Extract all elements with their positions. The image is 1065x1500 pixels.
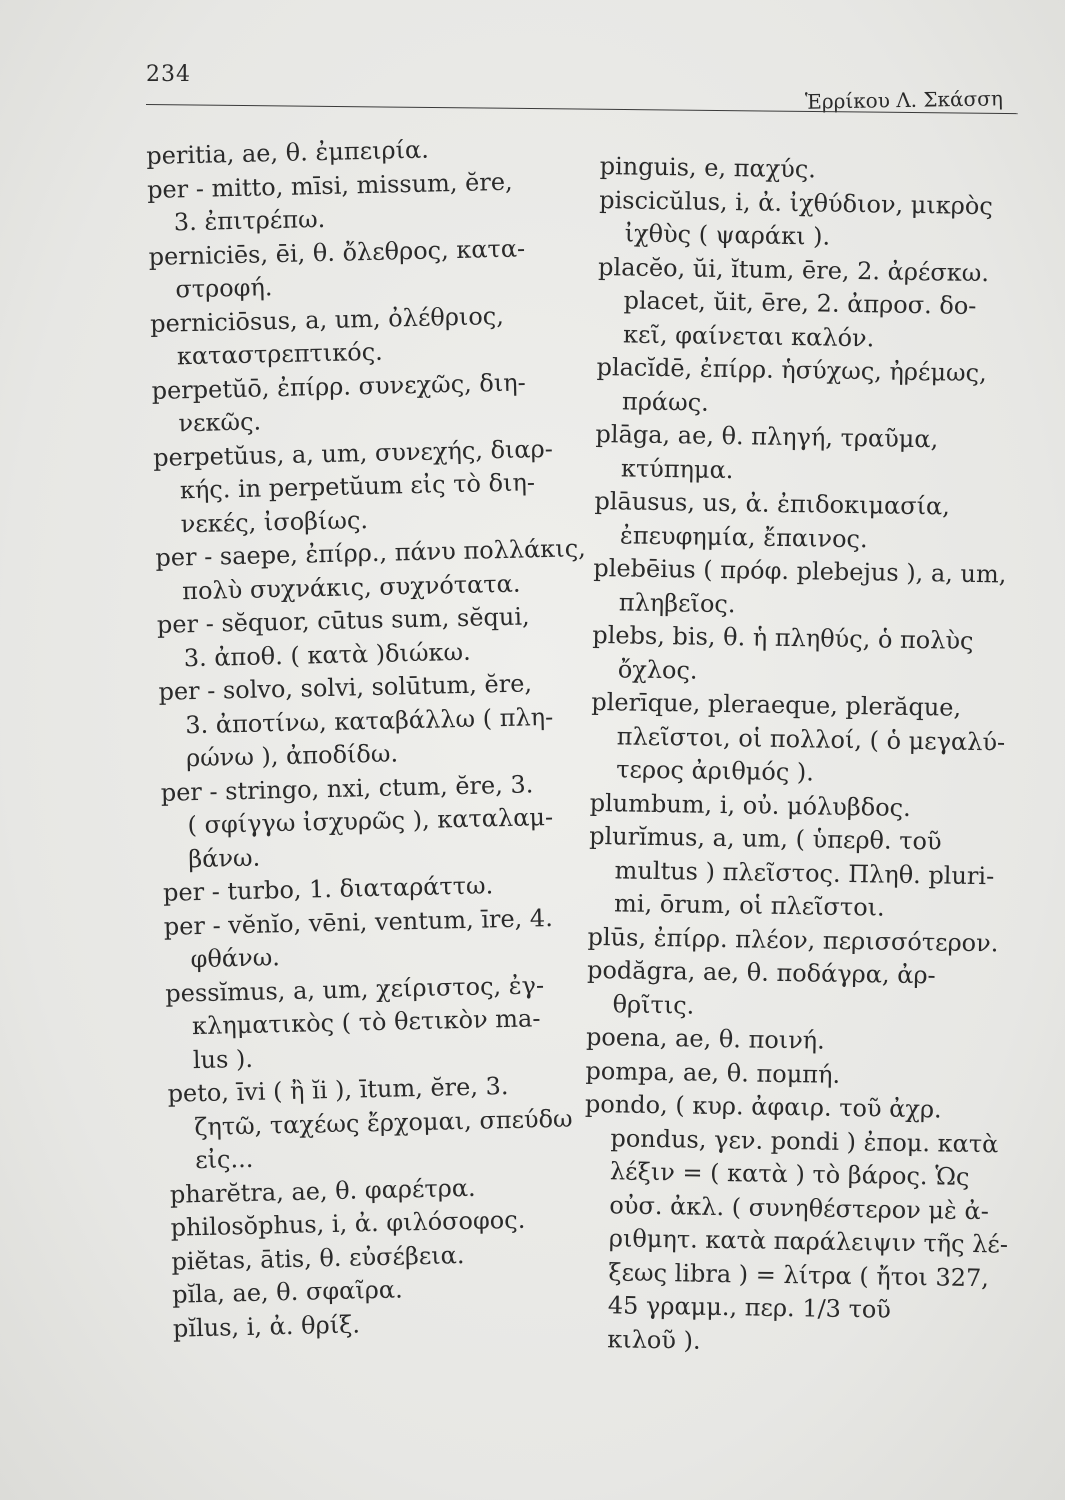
entry-line: ριθμητ. κατὰ παράλειψιν τῆς λέ- (608, 1224, 1009, 1259)
entry-line: φθάνω. (190, 943, 281, 974)
entry-line: στροφή. (175, 273, 273, 304)
entry-line: 3. ἀποτίνω, καταβάλλω ( πλη- (184, 702, 554, 739)
left-column (146, 130, 593, 1345)
entry-line: ρώνω ), ἀποδίδω. (185, 739, 399, 773)
entry-line: ζητῶ, ταχέως ἔρχομαι, σπεύδω (194, 1104, 573, 1141)
entry-line: κής. in perpetŭum εἰς τὸ διη- (179, 468, 536, 505)
entry-line: perniciēs, ēi, θ. ὄλεθρος, κατα- (148, 233, 526, 271)
entry-line: πολὺ συχνάκις, συχνότατα. (181, 569, 521, 605)
entry-line: οὐσ. ἀκλ. ( συνηθέστερον μὲ ἀ- (609, 1190, 990, 1225)
entry-line: plebēius ( πρόφ. plebejus ), a, um, (593, 553, 1007, 589)
entry-line: λέξιν = ( κατὰ ) τὸ βάρος. Ὡς (609, 1157, 970, 1191)
entry-line: plurĭmus, a, um, ( ὑπερθ. τοῦ (589, 821, 942, 856)
entry-line: poena, ae, θ. ποινή. (585, 1022, 826, 1055)
entry-line: ἐπευφημία, ἔπαινος. (619, 520, 868, 553)
entry-line: plerīque, pleraeque, plerăque, (591, 687, 962, 722)
entry-line: pondo, ( κυρ. ἀφαιρ. τοῦ ἀχρ. (584, 1089, 942, 1124)
entry-line: pĭlus, i, ἀ. θρίξ. (172, 1309, 361, 1343)
entry-line: perniciōsus, a, um, ὀλέθριος, (149, 301, 505, 338)
entry-line: lus ). (192, 1044, 254, 1074)
entry-line: κτύπημα. (620, 453, 734, 484)
entry-line: perpetŭō, ἐπίρρ. συνεχῶς, διη- (151, 367, 527, 405)
entry-line: placĭdē, ἐπίρρ. ἡσύχως, ἠρέμως, (596, 352, 987, 388)
entry-line: νεκές, ἰσοβίως. (180, 505, 369, 538)
entry-line: ξεως libra ) = λίτρα ( ἤτοι 327, (608, 1257, 990, 1292)
entry-line: 3. ἐπιτρέπω. (173, 204, 326, 237)
entry-line: perpetŭus, a, um, συνεχής, διαρ- (152, 434, 554, 472)
entry-line: 3. ἀποθ. ( κατὰ )διώκω. (183, 637, 471, 672)
entry-line: plāga, ae, θ. πληγή, τραῦμα, (595, 419, 939, 454)
entry-line: πράως. (621, 386, 710, 417)
entry-line: per - stringo, nxi, ctum, ĕre, 3. (160, 769, 534, 807)
entry-line: βάνω. (187, 843, 261, 873)
entry-line: plebs, bis, θ. ἡ πληθύς, ὁ πολὺς (592, 620, 974, 655)
entry-line: plūs, ἐπίρρ. πλέον, περισσότερον. (587, 922, 999, 957)
entry-line: ( σφίγγω ἰσχυρῶς ), καταλαμ- (187, 802, 554, 840)
entry-line: placet, ŭit, ēre, 2. ἀπροσ. δο- (623, 286, 977, 320)
entry-line: per - mitto, mīsi, missum, ĕre, (146, 167, 513, 204)
entry-line: per - saepe, ἐπίρρ., πάνυ πολλάκις, (155, 534, 587, 572)
entry-line: peto, īvi ( ἢ ĭi ), ītum, ĕre, 3. (167, 1072, 509, 1108)
entry-line: κιλοῦ ). (607, 1324, 701, 1355)
right-column (581, 150, 1020, 1362)
entry-line: multus ) πλεῖστος. Πληθ. pluri- (614, 855, 995, 890)
entry-line: ἰχθὺς ( ψαράκι ). (624, 219, 831, 251)
entry-line: plāusus, us, ἀ. ἐπιδοκιμασία, (594, 486, 951, 521)
entry-line: τερος ἀριθμός ). (616, 755, 815, 787)
entry-line: piĕtas, ātis, θ. εὐσέβεια. (171, 1240, 465, 1276)
entry-line: καταστρεπτικός. (176, 337, 384, 371)
entry-line: piscicŭlus, i, ἀ. ἰχθύδιον, μικρὸς (599, 185, 994, 220)
entry-line: peritia, ae, θ. ἐμπειρία. (146, 135, 430, 170)
entry-line: pĭla, ae, θ. σφαῖρα. (171, 1275, 403, 1309)
entry-line: pondus, γεν. pondi ) ἐπομ. κατὰ (610, 1123, 999, 1158)
entry-line: πλεῖστοι, οἱ πολλοί, ( ὁ μεγαλύ- (616, 721, 1006, 756)
entry-line: podăgra, ae, θ. ποδάγρα, ἀρ- (586, 955, 936, 990)
entry-line: πληβεῖος. (618, 587, 736, 618)
entry-line: mi, ōrum, οἱ πλεῖστοι. (613, 889, 885, 922)
entry-line: pompa, ae, θ. πομπή. (585, 1056, 841, 1089)
entry-line: per - sĕquor, cūtus sum, sĕqui, (156, 602, 530, 639)
entry-line: pinguis, e, παχύς. (599, 151, 817, 184)
entry-line: pharĕtra, ae, θ. φαρέτρα. (169, 1173, 476, 1209)
entry-line: θρῖτις. (612, 989, 695, 1020)
entry-line: plumbum, i, οὐ. μόλυβδος. (589, 788, 911, 822)
entry-line: κληματικὸς ( τὸ θετικὸν ma- (191, 1004, 541, 1041)
entry-line: per - solvo, solvi, solūtum, ĕre, (158, 669, 533, 706)
entry-line: per - turbo, 1. διαταράττω. (162, 871, 494, 907)
page-number: 234 (146, 62, 191, 87)
entry-line: 45 γραμμ., περ. 1/3 τοῦ (607, 1291, 892, 1324)
entry-line: pessĭmus, a, um, χείριστος, ἐγ- (165, 970, 545, 1008)
entry-line: ὄχλος. (617, 654, 698, 685)
entry-line: νεκῶς. (178, 407, 262, 438)
entry-line: εἰς... (194, 1144, 254, 1175)
entry-line: per - vĕnĭo, vēni, ventum, īre, 4. (163, 903, 554, 941)
running-head: Ἑρρίκου Λ. Σκάσση (804, 86, 1004, 114)
entry-line: κεῖ, φαίνεται καλόν. (622, 319, 875, 352)
entry-line: philosŏphus, i, ἀ. φιλόσοφος. (170, 1205, 526, 1242)
entry-line: placĕo, ŭi, ĭtum, ēre, 2. ἀρέσκω. (597, 252, 990, 287)
